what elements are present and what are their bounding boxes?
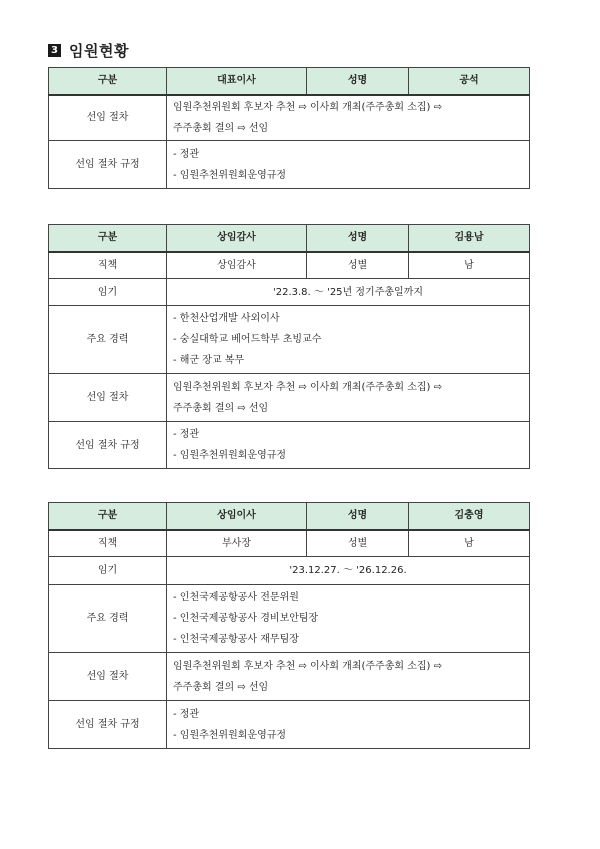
- section-heading: [48, 40, 129, 61]
- rules-label: 선임 절차 규정: [49, 422, 167, 469]
- text-line: - 임원추천위원회운영규정: [173, 169, 287, 181]
- duty-row: [49, 530, 530, 557]
- auditor-table: [48, 224, 530, 469]
- rules-value: [167, 701, 530, 749]
- duty-label: 직책: [49, 530, 167, 557]
- text-line: 임원추천위원회 후보자 추천 ⇨ 이사회 개최(주주총회 소집) ⇨: [173, 381, 442, 393]
- section-number: 3: [48, 44, 61, 57]
- text-line: - 해군 장교 복무: [173, 355, 245, 366]
- row-label: 선임 절차: [49, 95, 167, 141]
- header-cell-name-value: 김충영: [409, 503, 530, 530]
- career-row: [49, 585, 530, 653]
- career-label: 주요 경력: [49, 585, 167, 653]
- text-line: - 정관: [173, 708, 200, 720]
- text-line: 임원추천위원회 후보자 추천 ⇨ 이사회 개최(주주총회 소집) ⇨: [173, 660, 442, 672]
- duty-label: 직책: [49, 252, 167, 279]
- duty-row: [49, 252, 530, 279]
- text-line: 임원추천위원회 후보자 추천 ⇨ 이사회 개최(주주총회 소집) ⇨: [173, 101, 442, 113]
- term-label: 임기: [49, 557, 167, 585]
- rules-row: [49, 701, 530, 749]
- career-label: 주요 경력: [49, 306, 167, 374]
- gender-value: 남: [409, 252, 530, 279]
- term-label: 임기: [49, 279, 167, 306]
- gender-label: 성별: [307, 530, 409, 557]
- ceo-table: [48, 67, 530, 189]
- header-cell-name-value: 공석: [409, 68, 530, 95]
- procedure-row: [49, 653, 530, 701]
- duty-value: 상임감사: [167, 252, 307, 279]
- text-line: - 정관: [173, 429, 200, 440]
- table-header-row: [49, 225, 530, 252]
- rules-row: [49, 422, 530, 469]
- row-value: [167, 95, 530, 141]
- text-line: - 정관: [173, 148, 200, 160]
- text-line: 주주총회 결의 ⇨ 선임: [173, 681, 269, 693]
- text-line: - 인천국제공항공사 재무팀장: [173, 634, 299, 645]
- procedure-value: [167, 653, 530, 701]
- row-label: 선임 절차 규정: [49, 141, 167, 189]
- text-line: - 임원추천위원회운영규정: [173, 729, 287, 741]
- header-cell-category: 구분: [49, 68, 167, 95]
- row-value: [167, 141, 530, 189]
- term-row: [49, 279, 530, 306]
- header-cell-name-value: 김용남: [409, 225, 530, 252]
- header-cell-name-label: 성명: [307, 503, 409, 530]
- text-line: - 숭실대학교 베어드학부 초빙교수: [173, 334, 322, 345]
- procedure-label: 선임 절차: [49, 374, 167, 422]
- term-value: '23.12.27. ～ '26.12.26.: [167, 557, 530, 585]
- term-value: '22.3.8. ～ '25년 정기주총일까지: [167, 279, 530, 306]
- procedure-label: 선임 절차: [49, 653, 167, 701]
- procedure-row: [49, 374, 530, 422]
- career-value: [167, 306, 530, 374]
- text-line: - 인천국제공항공사 경비보안팀장: [173, 613, 319, 624]
- header-cell-category: 구분: [49, 503, 167, 530]
- table-header-row: [49, 68, 530, 95]
- procedure-value: [167, 374, 530, 422]
- header-cell-position: 상임이사: [167, 503, 307, 530]
- header-cell-name-label: 성명: [307, 68, 409, 95]
- table-row: [49, 95, 530, 141]
- text-line: - 임원추천위원회운영규정: [173, 450, 287, 461]
- term-row: [49, 557, 530, 585]
- director-table: [48, 502, 530, 749]
- career-value: [167, 585, 530, 653]
- header-cell-position: 상임감사: [167, 225, 307, 252]
- duty-value: 부사장: [167, 530, 307, 557]
- text-line: 주주총회 결의 ⇨ 선임: [173, 402, 269, 414]
- header-cell-name-label: 성명: [307, 225, 409, 252]
- text-line: - 인천국제공항공사 전문위원: [173, 592, 299, 603]
- rules-value: [167, 422, 530, 469]
- section-title: 임원현황: [69, 42, 129, 60]
- header-cell-category: 구분: [49, 225, 167, 252]
- text-line: - 한천산업개발 사외이사: [173, 313, 280, 324]
- rules-label: 선임 절차 규정: [49, 701, 167, 749]
- table-header-row: [49, 503, 530, 530]
- gender-value: 남: [409, 530, 530, 557]
- header-cell-position: 대표이사: [167, 68, 307, 95]
- gender-label: 성별: [307, 252, 409, 279]
- text-line: 주주총회 결의 ⇨ 선임: [173, 122, 269, 134]
- career-row: [49, 306, 530, 374]
- table-row: [49, 141, 530, 189]
